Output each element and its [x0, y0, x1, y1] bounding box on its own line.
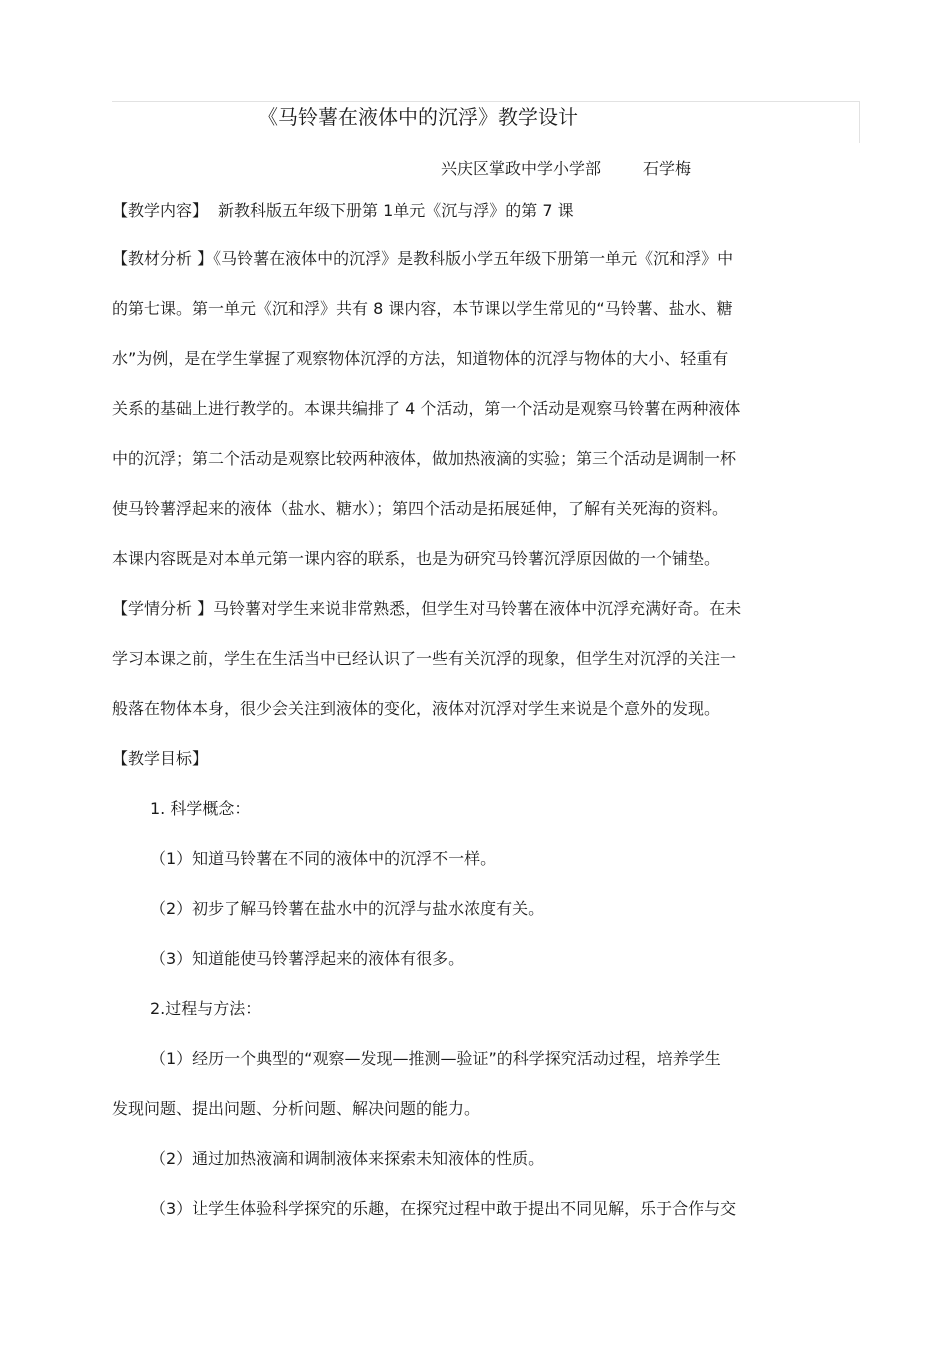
paragraph-line: 【教材分析 】《马铃薯在液体中的沉浮》是教科版小学五年级下册第一单元《沉和浮》中 [112, 249, 734, 268]
subheading-process: 2.过程与方法： [150, 999, 262, 1018]
list-item: （2）通过加热液滴和调制液体来探索未知液体的性质。 [150, 1149, 545, 1168]
school-name: 兴庆区掌政中学小学部 [441, 159, 602, 178]
paragraph-line: 关系的基础上进行教学的。本课共编排了 4 个活动，第一个活动是观察马铃薯在两种液体 [112, 399, 741, 418]
paragraph-line: 使马铃薯浮起来的液体（盐水、糖水）；第四个活动是拓展延伸，了解有关死海的资料。 [112, 499, 729, 518]
paragraph-line: 般落在物体本身，很少会关注到液体的变化，液体对沉浮对学生来说是个意外的发现。 [112, 699, 721, 718]
document-title: 《马铃薯在液体中的沉浮》教学设计 [258, 105, 578, 129]
paragraph-line: 水”为例，是在学生掌握了观察物体沉浮的方法，知道物体的沉浮与物体的大小、轻重有 [112, 349, 729, 368]
paragraph-line: 中的沉浮；第二个活动是观察比较两种液体，做加热液滴的实验；第三个活动是调制一杯 [112, 449, 737, 468]
teaching-content-heading: 【教学内容】 [112, 201, 209, 220]
teaching-content-line [112, 198, 574, 224]
paragraph-line: 发现问题、提出问题、分析问题、解决问题的能力。 [112, 1099, 481, 1118]
list-item: （2）初步了解马铃薯在盐水中的沉浮与盐水浓度有关。 [150, 899, 545, 918]
header-side-rule [859, 101, 860, 143]
list-item: （1）经历一个典型的“观察—发现—推测—验证”的科学探究活动过程，培养学生 [150, 1049, 721, 1068]
subheading-concepts: 1. 科学概念： [150, 799, 251, 818]
teaching-content-body: 新教科版五年级下册第 1单元《沉与浮》的第 7 课 [218, 201, 574, 220]
section-heading-objectives: 【教学目标】 [112, 749, 209, 768]
paragraph-line: 本课内容既是对本单元第一课内容的联系，也是为研究马铃薯沉浮原因做的一个铺垫。 [112, 549, 721, 568]
list-item: （3）让学生体验科学探究的乐趣，在探究过程中敢于提出不同见解，乐于合作与交 [150, 1199, 737, 1218]
author-line [441, 156, 691, 182]
list-item: （3）知道能使马铃薯浮起来的液体有很多。 [150, 949, 465, 968]
paragraph-line: 【学情分析 】马铃薯对学生来说非常熟悉，但学生对马铃薯在液体中沉浮充满好奇。在未 [112, 599, 742, 618]
paragraph-line: 的第七课。第一单元《沉和浮》共有 8 课内容，本节课以学生常见的“马铃薯、盐水、糖 [112, 299, 733, 318]
author-name: 石学梅 [643, 159, 692, 178]
paragraph-line: 学习本课之前，学生在生活当中已经认识了一些有关沉浮的现象，但学生对沉浮的关注一 [112, 649, 737, 668]
list-item: （1）知道马铃薯在不同的液体中的沉浮不一样。 [150, 849, 497, 868]
